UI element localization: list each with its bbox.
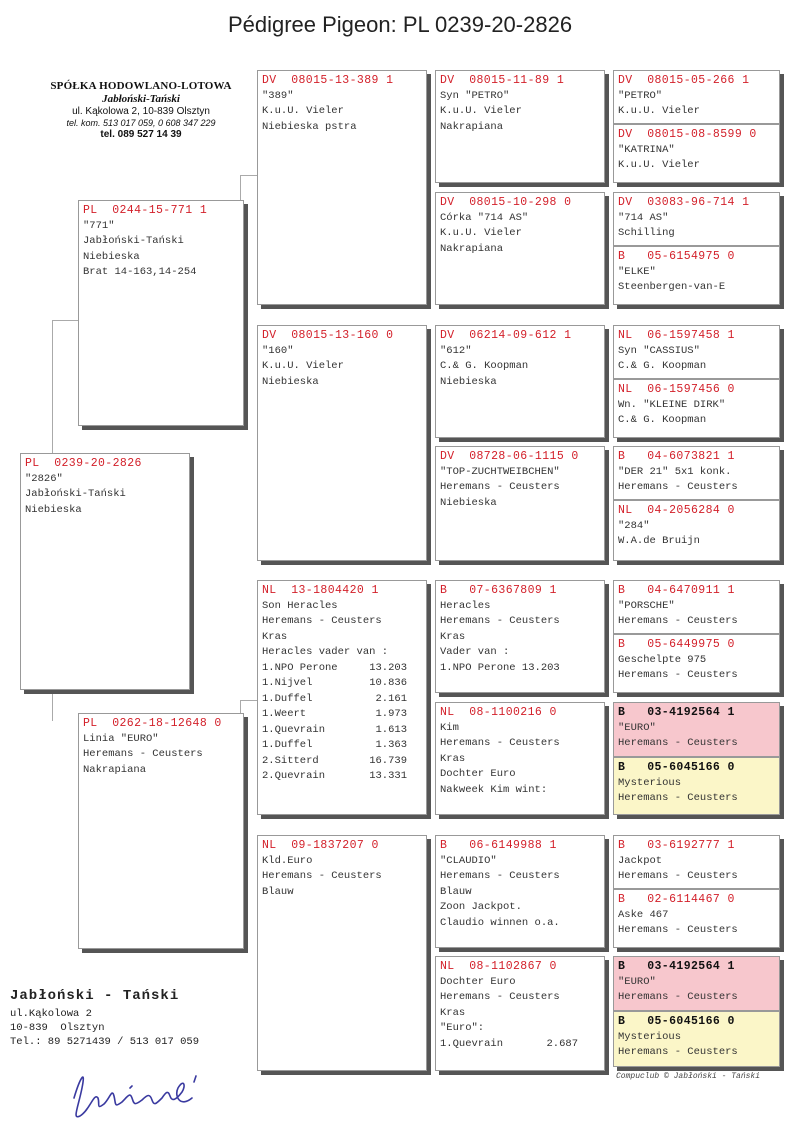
gg-grandparent-card-highlighted bbox=[613, 956, 780, 1011]
card-line: C.& G. Koopman bbox=[618, 360, 707, 372]
owner-tel: Tel.: 89 5271439 / 513 017 059 bbox=[10, 1036, 200, 1048]
owner-street: ul.Kąkolowa 2 bbox=[10, 1008, 92, 1020]
card-line: Mysterious bbox=[618, 776, 682, 789]
card-line: Heracles vader van : bbox=[262, 646, 389, 658]
breeder-tel: tel. 089 527 14 39 bbox=[100, 129, 182, 141]
card-line: C.& G. Koopman bbox=[618, 414, 707, 426]
gg-grandparent-card-highlighted bbox=[613, 702, 780, 757]
ring-number: DV 08015-13-389 1 bbox=[262, 74, 394, 87]
card-line: Nakrapiana bbox=[83, 763, 147, 776]
card-line: Brat 14-163,14-254 bbox=[83, 266, 197, 278]
card-line: Wn. "KLEINE DIRK" bbox=[618, 398, 726, 411]
card-line: Niebieska bbox=[440, 496, 497, 509]
card-line: Syn "CASSIUS" bbox=[618, 344, 700, 357]
card-line: Heremans - Ceusters bbox=[618, 792, 738, 804]
card-line: "Euro": bbox=[440, 1022, 485, 1034]
ring-number: B 03-4192564 1 bbox=[618, 706, 735, 719]
ring-number: B 04-6470911 1 bbox=[618, 584, 735, 597]
race-value: 16.739 bbox=[369, 754, 407, 767]
subject-card bbox=[20, 453, 190, 690]
card-line: "160" bbox=[262, 344, 294, 357]
ring-number: NL 04-2056284 0 bbox=[618, 504, 735, 517]
gg-grandparent-card bbox=[613, 446, 780, 500]
card-line: "TOP-ZUCHTWEIBCHEN" bbox=[440, 465, 560, 478]
gg-grandparent-card bbox=[613, 246, 780, 305]
race-result bbox=[262, 738, 407, 754]
owner-city: 10-839 Olsztyn bbox=[10, 1022, 105, 1034]
breeder-address: ul. Kąkolowa 2, 10-839 Olsztyn bbox=[72, 106, 210, 118]
card-line: Heremans - Ceusters bbox=[618, 615, 738, 627]
breeder-name: SPÓŁKA HODOWLANO-LOTOWA bbox=[50, 80, 232, 92]
card-line: Niebieska pstra bbox=[262, 120, 357, 133]
owner-block bbox=[10, 985, 199, 1049]
great-grandparent-card bbox=[435, 325, 605, 438]
card-line: "389" bbox=[262, 89, 294, 102]
race-name: 1.Nijvel bbox=[262, 677, 313, 689]
ring-number: NL 06-1597458 1 bbox=[618, 329, 735, 342]
card-line: "ELKE" bbox=[618, 265, 656, 278]
card-line: Jabłoński-Tański bbox=[83, 235, 184, 247]
race-result bbox=[262, 723, 407, 739]
card-line: "714 AS" bbox=[618, 211, 669, 224]
connector-line bbox=[52, 320, 81, 456]
card-line: Vader van : bbox=[440, 646, 510, 658]
race-value: 1.613 bbox=[375, 723, 407, 736]
card-line: C.& G. Koopman bbox=[440, 360, 529, 372]
ring-number: DV 08728-06-1115 0 bbox=[440, 450, 579, 463]
ring-number: DV 08015-11-89 1 bbox=[440, 74, 565, 87]
card-line: Geschelpte 975 bbox=[618, 653, 707, 666]
card-line: Heremans - Ceusters bbox=[618, 870, 738, 882]
gg-grandparent-card bbox=[613, 70, 780, 124]
card-line: Niebieska bbox=[83, 250, 140, 263]
race-value: 13.331 bbox=[369, 770, 407, 782]
card-line: "612" bbox=[440, 344, 472, 357]
owner-name: Jabłoński - Tański bbox=[10, 988, 180, 1004]
card-line: "PORSCHE" bbox=[618, 599, 675, 612]
parent-card-sire bbox=[78, 200, 244, 426]
connector-line bbox=[52, 690, 81, 721]
card-line: Heremans - Ceusters bbox=[440, 991, 560, 1003]
race-result bbox=[262, 769, 407, 785]
card-line: Syn "PETRO" bbox=[440, 89, 510, 102]
ring-number: B 05-6449975 0 bbox=[618, 638, 735, 651]
card-line: "PETRO" bbox=[618, 89, 663, 102]
gg-grandparent-card bbox=[613, 580, 780, 634]
race-value: 10.836 bbox=[369, 677, 407, 689]
grandparent-card bbox=[257, 70, 427, 305]
great-grandparent-card bbox=[435, 702, 605, 815]
ring-number: NL 08-1102867 0 bbox=[440, 960, 557, 973]
card-line: Heremans - Ceusters bbox=[618, 669, 738, 681]
card-line: Niebieska bbox=[440, 375, 497, 388]
footer-copyright: Compuclub © Jabłoński - Tański bbox=[616, 1072, 761, 1081]
card-line: "KATRINA" bbox=[618, 143, 675, 156]
card-line: Kim bbox=[440, 721, 459, 734]
race-result bbox=[262, 661, 407, 677]
card-line: "EURO" bbox=[618, 721, 656, 734]
ring-number: B 03-6192777 1 bbox=[618, 839, 735, 852]
ring-number: DV 08015-10-298 0 bbox=[440, 196, 572, 209]
card-line: Jackpot bbox=[618, 854, 663, 867]
race-name: 2.Sitterd bbox=[262, 754, 319, 767]
ring-number: B 02-6114467 0 bbox=[618, 893, 735, 906]
race-result bbox=[262, 676, 407, 692]
gg-grandparent-card bbox=[613, 835, 780, 889]
card-line: Mysterious bbox=[618, 1030, 682, 1043]
card-line: Heremans - Ceusters bbox=[262, 870, 382, 882]
card-line: Heremans - Ceusters bbox=[83, 748, 203, 760]
card-line: Nakrapiana bbox=[440, 120, 504, 133]
race-result bbox=[262, 692, 407, 708]
card-line: Kld.Euro bbox=[262, 854, 313, 867]
card-line: K.u.U. Vieler bbox=[440, 105, 522, 117]
ring-number: DV 03083-96-714 1 bbox=[618, 196, 750, 209]
card-line: Heremans - Ceusters bbox=[618, 1046, 738, 1058]
card-line: "DER 21" 5x1 konk. bbox=[618, 465, 732, 478]
card-line: Córka "714 AS" bbox=[440, 211, 529, 224]
card-line: Schilling bbox=[618, 227, 675, 239]
gg-grandparent-card-highlighted bbox=[613, 1011, 780, 1067]
race-result bbox=[262, 754, 407, 770]
ring-number: NL 06-1597456 0 bbox=[618, 383, 735, 396]
ring-number: PL 0262-18-12648 0 bbox=[83, 717, 222, 730]
grandparent-card bbox=[257, 325, 427, 561]
card-line: Zoon Jackpot. bbox=[440, 901, 522, 913]
parent-card-dam bbox=[78, 713, 244, 949]
ring-number: B 05-6154975 0 bbox=[618, 250, 735, 263]
card-line: "771" bbox=[83, 219, 115, 232]
card-line: Son Heracles bbox=[262, 599, 338, 612]
ring-number: DV 06214-09-612 1 bbox=[440, 329, 572, 342]
card-line: Heremans - Ceusters bbox=[440, 870, 560, 882]
card-line: Nakweek Kim wint: bbox=[440, 783, 548, 796]
card-line: Blauw bbox=[262, 885, 294, 898]
great-grandparent-card bbox=[435, 835, 605, 948]
ring-number: B 04-6073821 1 bbox=[618, 450, 735, 463]
card-line: "EURO" bbox=[618, 975, 656, 988]
card-line: K.u.U. Vieler bbox=[440, 227, 522, 239]
card-line: K.u.U. Vieler bbox=[618, 105, 700, 117]
card-line: Heremans - Ceusters bbox=[618, 991, 738, 1003]
race-name: 1.Duffel bbox=[262, 692, 313, 705]
race-name: 1.Quevrain bbox=[262, 723, 326, 736]
ring-number: DV 08015-05-266 1 bbox=[618, 74, 750, 87]
ring-number: B 06-6149988 1 bbox=[440, 839, 557, 852]
gg-grandparent-card bbox=[613, 379, 780, 438]
great-grandparent-card bbox=[435, 70, 605, 183]
race-result bbox=[262, 707, 407, 723]
card-line: Heremans - Ceusters bbox=[618, 481, 738, 493]
card-line: Dochter Euro bbox=[440, 975, 516, 988]
great-grandparent-card bbox=[435, 192, 605, 305]
card-line: Blauw bbox=[440, 885, 472, 898]
breeder-header bbox=[46, 80, 236, 141]
card-line: Steenbergen-van-E bbox=[618, 281, 726, 293]
card-line: "CLAUDIO" bbox=[440, 854, 497, 867]
race-name: 1.NPO Perone bbox=[262, 661, 338, 674]
race-value: 13.203 bbox=[369, 661, 407, 674]
gg-grandparent-card-highlighted bbox=[613, 757, 780, 815]
great-grandparent-card bbox=[435, 956, 605, 1071]
card-line: Heremans - Ceusters bbox=[440, 615, 560, 627]
grandparent-card bbox=[257, 835, 427, 1071]
card-line: Jabłoński-Tański bbox=[25, 488, 126, 500]
race-value: 2.687 bbox=[546, 1037, 578, 1050]
race-name: 2.Quevrain bbox=[262, 770, 326, 782]
ring-number: DV 08015-13-160 0 bbox=[262, 329, 394, 342]
card-line: "2826" bbox=[25, 472, 63, 485]
card-line: 1.NPO Perone 13.203 bbox=[440, 661, 560, 674]
card-line: Niebieska bbox=[25, 503, 82, 516]
gg-grandparent-card bbox=[613, 124, 780, 183]
card-line: Nakrapiana bbox=[440, 242, 504, 255]
card-line: Kras bbox=[440, 630, 466, 643]
card-line: Niebieska bbox=[262, 375, 319, 388]
card-line: Claudio winnen o.a. bbox=[440, 916, 560, 929]
card-line: Linia "EURO" bbox=[83, 732, 159, 745]
great-grandparent-card bbox=[435, 446, 605, 561]
race-name: 1.Quevrain bbox=[440, 1037, 504, 1050]
card-line: K.u.U. Vieler bbox=[262, 105, 344, 117]
ring-number: PL 0244-15-771 1 bbox=[83, 204, 208, 217]
great-grandparent-card bbox=[435, 580, 605, 693]
ring-number: NL 08-1100216 0 bbox=[440, 706, 557, 719]
card-line: Heremans - Ceusters bbox=[440, 737, 560, 749]
ring-number: NL 13-1804420 1 bbox=[262, 584, 379, 597]
ring-number: B 05-6045166 0 bbox=[618, 1015, 735, 1028]
card-line: W.A.de Bruijn bbox=[618, 535, 700, 547]
race-value: 1.973 bbox=[375, 708, 407, 720]
signature-image bbox=[60, 1058, 210, 1128]
card-line: Heremans - Ceusters bbox=[262, 615, 382, 627]
ring-number: PL 0239-20-2826 bbox=[25, 457, 142, 470]
card-line: Heremans - Ceusters bbox=[618, 737, 738, 749]
race-value: 2.161 bbox=[375, 692, 407, 705]
gg-grandparent-card bbox=[613, 325, 780, 379]
card-line: Dochter Euro bbox=[440, 768, 516, 780]
grandparent-card bbox=[257, 580, 427, 815]
ring-number: B 03-4192564 1 bbox=[618, 960, 735, 973]
card-line: Kras bbox=[262, 630, 288, 643]
ring-number: NL 09-1837207 0 bbox=[262, 839, 379, 852]
ring-number: B 05-6045166 0 bbox=[618, 761, 735, 774]
page-title: Pédigree Pigeon: PL 0239-20-2826 bbox=[227, 12, 573, 37]
card-line: Kras bbox=[440, 1006, 466, 1019]
card-line: Heremans - Ceusters bbox=[618, 924, 738, 936]
ring-number: DV 08015-08-8599 0 bbox=[618, 128, 757, 141]
gg-grandparent-card bbox=[613, 192, 780, 246]
card-line: Kras bbox=[440, 752, 466, 765]
card-line: K.u.U. Vieler bbox=[618, 159, 700, 171]
race-name: 1.Duffel bbox=[262, 739, 313, 751]
card-line: Heracles bbox=[440, 599, 491, 612]
card-line: "284" bbox=[618, 519, 650, 532]
race-result bbox=[440, 1037, 578, 1053]
ring-number: B 07-6367809 1 bbox=[440, 584, 557, 597]
race-name: 1.Weert bbox=[262, 708, 307, 720]
race-value: 1.363 bbox=[375, 739, 407, 751]
card-line: Heremans - Ceusters bbox=[440, 481, 560, 493]
gg-grandparent-card bbox=[613, 500, 780, 561]
card-line: K.u.U. Vieler bbox=[262, 360, 344, 372]
gg-grandparent-card bbox=[613, 889, 780, 948]
card-line: Aske 467 bbox=[618, 908, 669, 921]
gg-grandparent-card bbox=[613, 634, 780, 693]
breeder-phones: tel. kom. 513 017 059, 0 608 347 229 bbox=[66, 118, 216, 129]
breeder-subtitle: Jabłoński-Tański bbox=[102, 93, 180, 106]
